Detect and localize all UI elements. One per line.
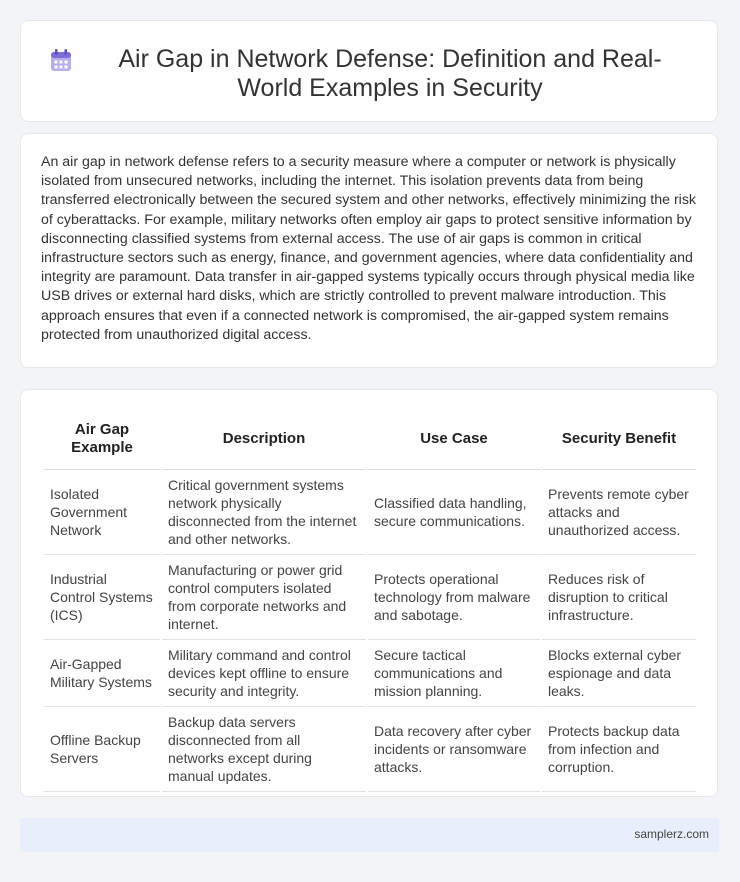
title-card bbox=[20, 20, 718, 122]
table-header-row bbox=[44, 409, 696, 470]
header-security-benefit: Security Benefit bbox=[542, 409, 696, 470]
cell-security-benefit: Protects backup data from infection and corruption. bbox=[542, 707, 696, 792]
cell-description: Critical government systems network physically disconnected from the internet and other networks. bbox=[162, 470, 366, 555]
header-use-case: Use Case bbox=[368, 409, 540, 470]
calendar-icon bbox=[48, 47, 74, 73]
cell-use-case: Protects operational technology from malware and sabotage. bbox=[368, 555, 540, 640]
cell-use-case: Classified data handling, secure communications. bbox=[368, 470, 540, 555]
cell-example: Air-Gapped Military Systems bbox=[44, 640, 160, 707]
air-gap-table bbox=[42, 409, 698, 792]
intro-paragraph: An air gap in network defense refers to a security measure where a computer or network is physically isolated from unsecured networks, including the internet. This isolation prevents data from being transferred electronically between the secured system and other networks, effectively minimizing the risk of cyberattacks. For example, military networks often employ air gaps to protect sensitive information by disconnecting classified systems from external access. The use of air gaps is common in critical infrastructure sectors such as energy, finance, and government agencies, where data confidentiality and integrity are paramount. Data transfer in air-gapped systems typically occurs through physical media like USB drives or external hard disks, which are strictly controlled to prevent malware introduction. This approach ensures that even if a connected network is compromised, the air-gapped system remains protected from unauthorized digital access. bbox=[41, 154, 697, 343]
cell-use-case: Secure tactical communications and mission planning. bbox=[368, 640, 540, 707]
table-row bbox=[44, 640, 696, 707]
cell-security-benefit: Blocks external cyber espionage and data leaks. bbox=[542, 640, 696, 707]
cell-example: Industrial Control Systems (ICS) bbox=[44, 555, 160, 640]
intro-card bbox=[20, 133, 718, 368]
cell-description: Military command and control devices kept offline to ensure security and integrity. bbox=[162, 640, 366, 707]
table-row bbox=[44, 470, 696, 555]
footer-site-link[interactable]: samplerz.com bbox=[634, 827, 709, 841]
table-row bbox=[44, 707, 696, 792]
cell-description: Backup data servers disconnected from all networks except during manual updates. bbox=[162, 707, 366, 792]
table-card bbox=[20, 389, 718, 797]
footer-bar bbox=[20, 818, 719, 852]
page-title: Air Gap in Network Defense: Definition and Real-World Examples in Security bbox=[118, 45, 662, 102]
cell-use-case: Data recovery after cyber incidents or ransomware attacks. bbox=[368, 707, 540, 792]
cell-security-benefit: Prevents remote cyber attacks and unauthorized access. bbox=[542, 470, 696, 555]
table-row bbox=[44, 555, 696, 640]
cell-example: Isolated Government Network bbox=[44, 470, 160, 555]
cell-description: Manufacturing or power grid control computers isolated from corporate networks and internet. bbox=[162, 555, 366, 640]
cell-security-benefit: Reduces risk of disruption to critical infrastructure. bbox=[542, 555, 696, 640]
header-example: Air Gap Example bbox=[44, 409, 160, 470]
cell-example: Offline Backup Servers bbox=[44, 707, 160, 792]
header-description: Description bbox=[162, 409, 366, 470]
